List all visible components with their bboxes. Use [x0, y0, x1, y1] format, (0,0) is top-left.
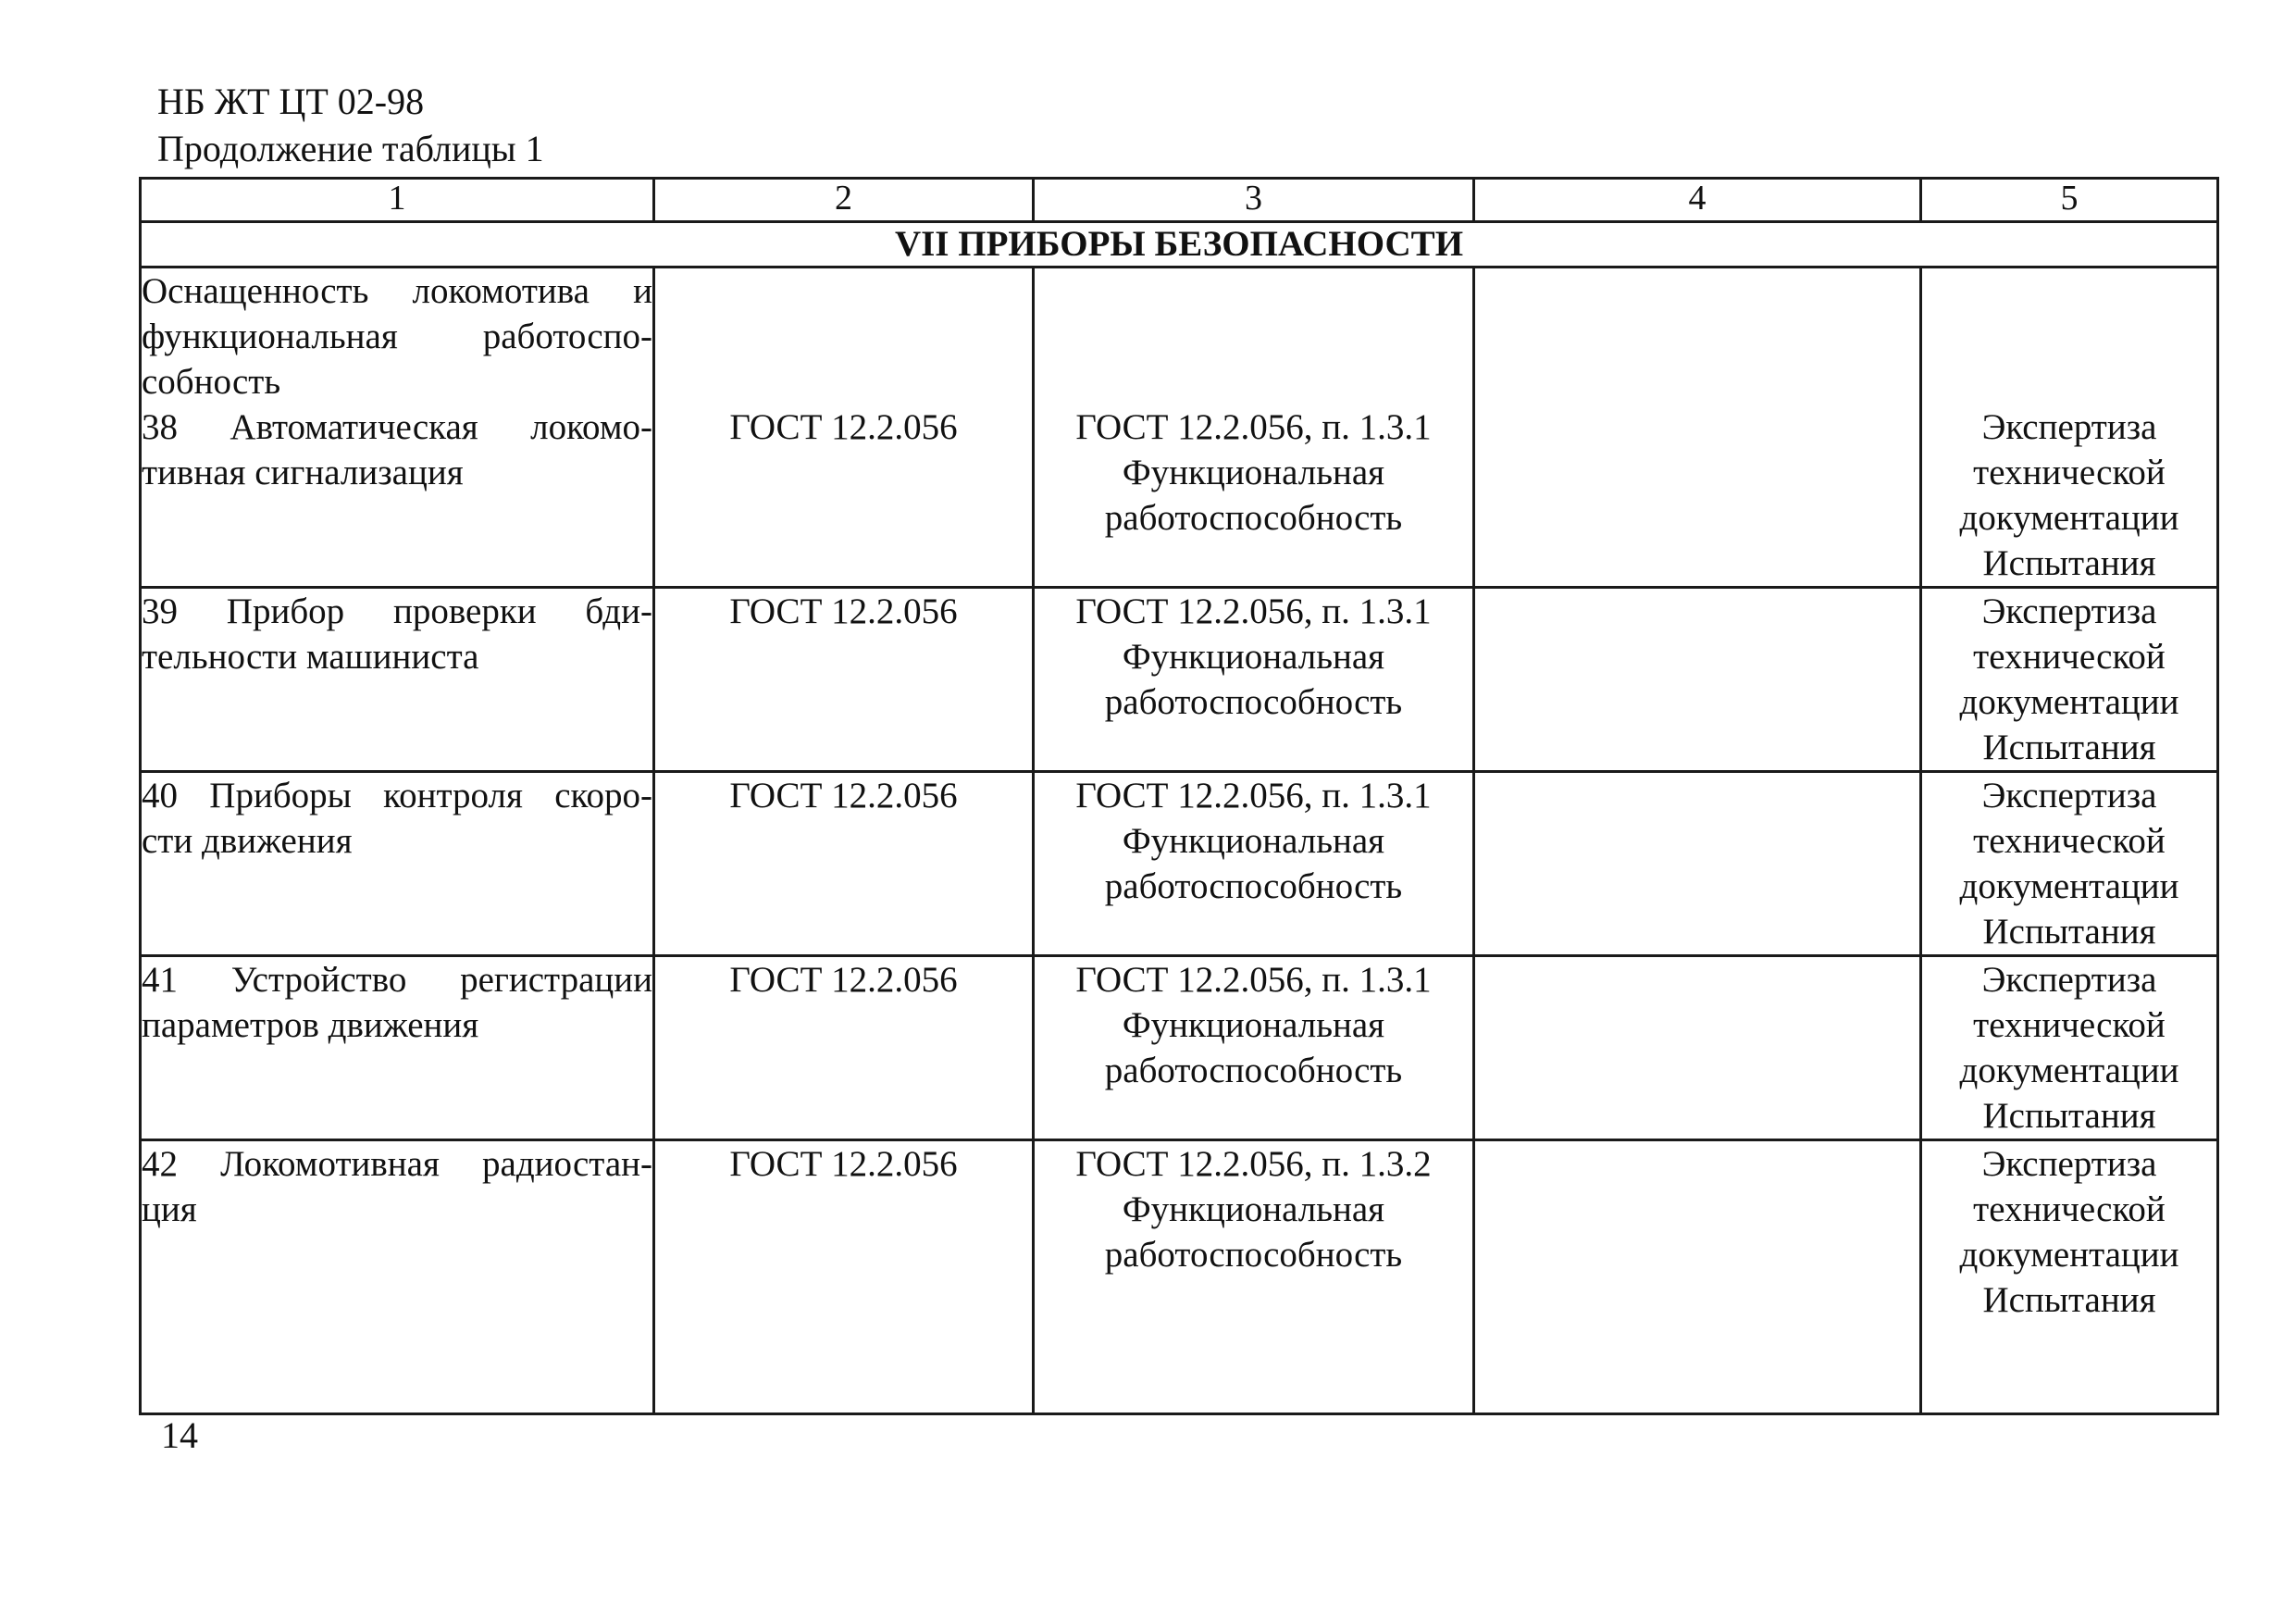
empty-cell	[1474, 588, 1921, 772]
cell-line: тельности машиниста	[142, 637, 479, 677]
method-text: технической	[1973, 1005, 2166, 1045]
method-text: Экспертиза	[1981, 1144, 2157, 1184]
clause-text: работоспособность	[1104, 1051, 1403, 1090]
method-text: технической	[1973, 1189, 2166, 1229]
page-number: 14	[161, 1414, 198, 1456]
standard-cell: ГОСТ 12.2.056	[654, 1140, 1034, 1414]
requirements-table	[139, 177, 2219, 1415]
standard-cell: ГОСТ 12.2.056	[654, 772, 1034, 956]
table-row	[141, 588, 2218, 772]
empty-cell	[1474, 268, 1921, 588]
column-number: 4	[1474, 179, 1921, 222]
method-text: документации	[1959, 1235, 2179, 1275]
method-text: Испытания	[1982, 1096, 2156, 1136]
method-text: документации	[1959, 1051, 2179, 1090]
empty-cell	[1474, 772, 1921, 956]
clause-text: работоспособность	[1104, 682, 1403, 722]
method-text: Испытания	[1982, 543, 2156, 583]
method-text: документации	[1959, 682, 2179, 722]
method-cell	[1921, 588, 2218, 772]
requirement-cell	[141, 1140, 654, 1414]
table-continuation-label: Продолжение таблицы 1	[157, 128, 544, 169]
method-cell	[1921, 268, 2218, 588]
clause-cell	[1034, 1140, 1474, 1414]
clause-text: работоспособность	[1104, 866, 1403, 906]
method-cell	[1921, 772, 2218, 956]
clause-text: Функциональная	[1122, 637, 1385, 677]
section-title: VII ПРИБОРЫ БЕЗОПАСНОСТИ	[141, 222, 2218, 268]
column-number: 2	[654, 179, 1034, 222]
requirement-cell	[141, 268, 654, 588]
table-row	[141, 1140, 2218, 1414]
method-text: технической	[1973, 637, 2166, 677]
standard-cell: ГОСТ 12.2.056	[654, 956, 1034, 1140]
method-text: Испытания	[1982, 1280, 2156, 1320]
clause-text: Функциональная	[1122, 453, 1385, 492]
standard-text: ГОСТ 12.2.056	[729, 407, 958, 447]
standard-cell: ГОСТ 12.2.056	[654, 588, 1034, 772]
clause-cell	[1034, 956, 1474, 1140]
clause-text: работоспособность	[1104, 498, 1403, 538]
clause-reference: ГОСТ 12.2.056, п. 1.3.1	[1075, 407, 1432, 447]
clause-text: работоспособность	[1104, 1235, 1403, 1275]
method-text: Испытания	[1982, 912, 2156, 952]
method-cell	[1921, 1140, 2218, 1414]
cell-line: 40 Приборы контроля скоро-	[142, 776, 652, 815]
requirement-cell	[141, 588, 654, 772]
cell-line: тивная сигнализация	[142, 453, 464, 492]
column-number: 1	[141, 179, 654, 222]
document-code: НБ ЖТ ЦТ 02-98	[157, 81, 425, 122]
section-row	[141, 222, 2218, 268]
clause-cell	[1034, 772, 1474, 956]
method-text: Экспертиза	[1981, 591, 2157, 631]
method-text: Экспертиза	[1981, 960, 2157, 1000]
cell-line: 42 Локомотивная радиостан-	[142, 1144, 652, 1184]
cell-line: ция	[142, 1189, 197, 1229]
cell-line: функциональная работоспо-	[142, 317, 652, 356]
cell-line: Оснащенность локомотива и	[142, 271, 652, 311]
method-text: Испытания	[1982, 728, 2156, 767]
column-number: 5	[1921, 179, 2218, 222]
clause-reference: ГОСТ 12.2.056, п. 1.3.1	[1075, 776, 1432, 815]
requirement-cell	[141, 956, 654, 1140]
cell-line: 39 Прибор проверки бди-	[142, 591, 652, 631]
table-row	[141, 956, 2218, 1140]
cell-line: собность	[142, 362, 281, 402]
method-text: документации	[1959, 866, 2179, 906]
method-text: документации	[1959, 498, 2179, 538]
clause-cell	[1034, 268, 1474, 588]
clause-cell	[1034, 588, 1474, 772]
table-row	[141, 772, 2218, 956]
table-row	[141, 268, 2218, 588]
method-text: Экспертиза	[1981, 776, 2157, 815]
clause-reference: ГОСТ 12.2.056, п. 1.3.1	[1075, 591, 1432, 631]
standard-cell	[654, 268, 1034, 588]
method-text: Экспертиза	[1981, 407, 2157, 447]
method-text: технической	[1973, 453, 2166, 492]
cell-line: сти движения	[142, 821, 353, 861]
empty-cell	[1474, 1140, 1921, 1414]
clause-reference: ГОСТ 12.2.056, п. 1.3.2	[1075, 1144, 1432, 1184]
cell-line: 41 Устройство регистрации	[142, 960, 652, 1000]
requirement-cell	[141, 772, 654, 956]
clause-text: Функциональная	[1122, 821, 1385, 861]
method-cell	[1921, 956, 2218, 1140]
cell-line: 38 Автоматическая локомо-	[142, 407, 652, 447]
clause-text: Функциональная	[1122, 1189, 1385, 1229]
cell-line: параметров движения	[142, 1005, 479, 1045]
clause-reference: ГОСТ 12.2.056, п. 1.3.1	[1075, 960, 1432, 1000]
column-number-row	[141, 179, 2218, 222]
column-number: 3	[1034, 179, 1474, 222]
clause-text: Функциональная	[1122, 1005, 1385, 1045]
empty-cell	[1474, 956, 1921, 1140]
method-text: технической	[1973, 821, 2166, 861]
